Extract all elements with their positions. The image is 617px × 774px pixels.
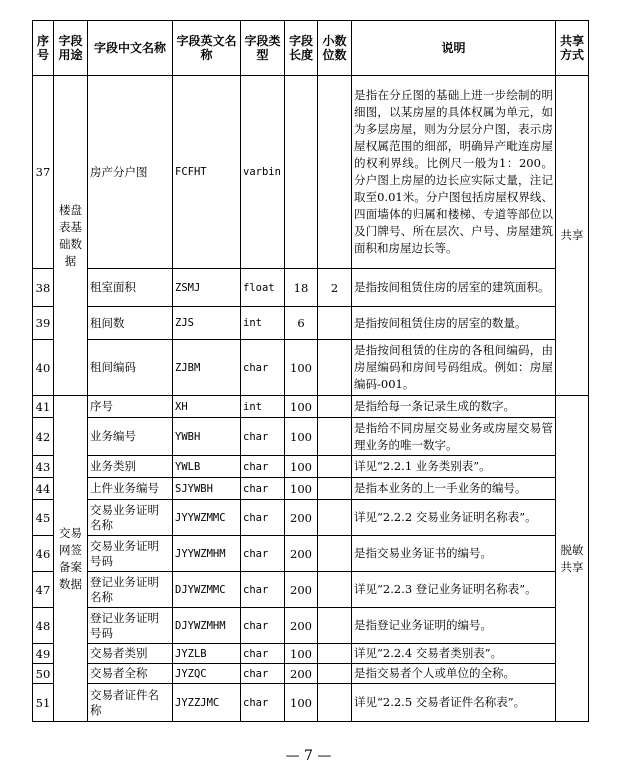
cell-seq: 43 [33,456,54,478]
cell-decimals [318,456,352,478]
cell-type: char [241,478,285,500]
cell-seq: 48 [33,608,54,644]
header-en-name: 字段英文名称 [173,21,241,76]
cell-en-name: SJYWBH [173,478,241,500]
cell-cn-name: 交易业务证明名称 [88,500,173,536]
cell-cn-name: 房产分户图 [88,76,173,269]
cell-en-name: JYZQC [173,664,241,684]
cell-length: 100 [285,478,318,500]
cell-en-name: FCFHT [173,76,241,269]
cell-length: 200 [285,536,318,572]
table-row [33,684,589,722]
cell-length: 100 [285,684,318,722]
cell-en-name: ZJBM [173,340,241,396]
cell-type: char [241,684,285,722]
cell-type: char [241,536,285,572]
cell-desc: 详见“2.2.5 交易者证件名称表”。 [352,684,556,722]
cell-cn-name: 登记业务证明名称 [88,572,173,608]
header-desc: 说明 [352,21,556,76]
cell-en-name: JYYWZMHM [173,536,241,572]
table-row [33,572,589,608]
cell-en-name: ZSMJ [173,269,241,307]
table-row [33,269,589,307]
cell-desc: 是指在分丘图的基础上进一步绘制的明细图，以某房屋的具体权属为单元，如为多层房屋，则为分层分户图，表示房屋权属范围的细部，明确异产毗连房屋的权利界线。比例尺一般为1：200。分户图上房屋的边长应实际丈量，注记取至0.01米。分户图包括房屋权界线、四面墙体的归属和楼梯、专道等部位以及门牌号、所在层次、户号、房屋建筑面积和房屋边长等。 [352,76,556,269]
cell-desc: 详见“2.2.3 登记业务证明名称表”。 [352,572,556,608]
table-row [33,500,589,536]
header-usage: 字段用途 [54,21,88,76]
cell-length: 200 [285,664,318,684]
cell-length: 6 [285,307,318,340]
cell-length: 200 [285,500,318,536]
cell-en-name: YWLB [173,456,241,478]
cell-share-group: 共享 [556,76,589,396]
cell-decimals [318,608,352,644]
page-number: — 7 — [285,748,332,764]
cell-decimals [318,396,352,418]
cell-length: 200 [285,608,318,644]
cell-decimals [318,664,352,684]
cell-type: varbin [241,76,285,269]
cell-decimals [318,478,352,500]
cell-en-name: DJYWZMMC [173,572,241,608]
cell-decimals [318,536,352,572]
cell-length [285,76,318,269]
field-spec-table [32,20,589,722]
cell-type: int [241,396,285,418]
cell-seq: 40 [33,340,54,396]
header-share: 共享方式 [556,21,589,76]
table-row [33,478,589,500]
cell-cn-name: 交易者全称 [88,664,173,684]
cell-desc: 是指按间租赁的住房的各租间编码，由房屋编码和房间号码组成。例如：房屋编码-001。 [352,340,556,396]
table-row [33,396,589,418]
cell-desc: 是指按间租赁住房的居室的建筑面积。 [352,269,556,307]
table-row [33,664,589,684]
cell-usage-group: 楼盘表基础数据 [54,76,88,396]
table-row [33,536,589,572]
header-decimals: 小数位数 [318,21,352,76]
cell-length: 100 [285,456,318,478]
table-row [33,608,589,644]
cell-cn-name: 上件业务编号 [88,478,173,500]
cell-cn-name: 交易业务证明号码 [88,536,173,572]
cell-cn-name: 租间数 [88,307,173,340]
cell-cn-name: 业务编号 [88,418,173,456]
cell-desc: 是指按间租赁住房的居室的数量。 [352,307,556,340]
cell-share-group: 脱敏共享 [556,396,589,722]
cell-decimals [318,418,352,456]
header-length: 字段长度 [285,21,318,76]
cell-seq: 44 [33,478,54,500]
header-type: 字段类型 [241,21,285,76]
cell-decimals [318,307,352,340]
cell-cn-name: 交易者证件名称 [88,684,173,722]
cell-desc: 详见“2.2.2 交易业务证明名称表”。 [352,500,556,536]
cell-length: 200 [285,572,318,608]
cell-type: float [241,269,285,307]
cell-seq: 51 [33,684,54,722]
cell-decimals [318,500,352,536]
cell-seq: 47 [33,572,54,608]
cell-type: char [241,664,285,684]
cell-decimals [318,684,352,722]
cell-cn-name: 序号 [88,396,173,418]
cell-decimals [318,644,352,664]
cell-seq: 50 [33,664,54,684]
header-cn-name: 字段中文名称 [88,21,173,76]
cell-type: int [241,307,285,340]
cell-length: 100 [285,396,318,418]
cell-en-name: ZJS [173,307,241,340]
cell-length: 100 [285,644,318,664]
header-row [33,21,589,76]
cell-cn-name: 租室面积 [88,269,173,307]
cell-desc: 是指给每一条记录生成的数字。 [352,396,556,418]
cell-cn-name: 业务类别 [88,456,173,478]
table-row [33,644,589,664]
cell-cn-name: 登记业务证明号码 [88,608,173,644]
cell-en-name: JYYWZMMC [173,500,241,536]
cell-seq: 45 [33,500,54,536]
cell-length: 18 [285,269,318,307]
cell-type: char [241,608,285,644]
cell-en-name: YWBH [173,418,241,456]
cell-type: char [241,418,285,456]
cell-desc: 是指交易业务证书的编号。 [352,536,556,572]
cell-usage-group: 交易网签备案数据 [54,396,88,722]
cell-desc: 是指交易者个人或单位的全称。 [352,664,556,684]
cell-en-name: JYZZJMC [173,684,241,722]
table-row [33,307,589,340]
cell-desc: 是指给不同房屋交易业务或房屋交易管理业务的唯一数字。 [352,418,556,456]
cell-desc: 是指登记业务证明的编号。 [352,608,556,644]
table-row [33,340,589,396]
cell-type: char [241,456,285,478]
header-seq: 序号 [33,21,54,76]
cell-seq: 37 [33,76,54,269]
table-row [33,76,589,269]
cell-decimals: 2 [318,269,352,307]
cell-cn-name: 租间编码 [88,340,173,396]
cell-desc: 是指本业务的上一手业务的编号。 [352,478,556,500]
cell-length: 100 [285,340,318,396]
cell-type: char [241,340,285,396]
cell-length: 100 [285,418,318,456]
cell-desc: 详见“2.2.4 交易者类别表”。 [352,644,556,664]
cell-seq: 49 [33,644,54,664]
cell-seq: 38 [33,269,54,307]
cell-desc: 详见“2.2.1 业务类别表”。 [352,456,556,478]
table-row [33,418,589,456]
cell-type: char [241,644,285,664]
cell-decimals [318,572,352,608]
cell-seq: 41 [33,396,54,418]
cell-cn-name: 交易者类别 [88,644,173,664]
cell-en-name: JYZLB [173,644,241,664]
cell-decimals [318,340,352,396]
cell-type: char [241,500,285,536]
cell-seq: 42 [33,418,54,456]
cell-en-name: XH [173,396,241,418]
cell-decimals [318,76,352,269]
cell-en-name: DJYWZMHM [173,608,241,644]
cell-seq: 39 [33,307,54,340]
table-row [33,456,589,478]
cell-seq: 46 [33,536,54,572]
cell-type: char [241,572,285,608]
